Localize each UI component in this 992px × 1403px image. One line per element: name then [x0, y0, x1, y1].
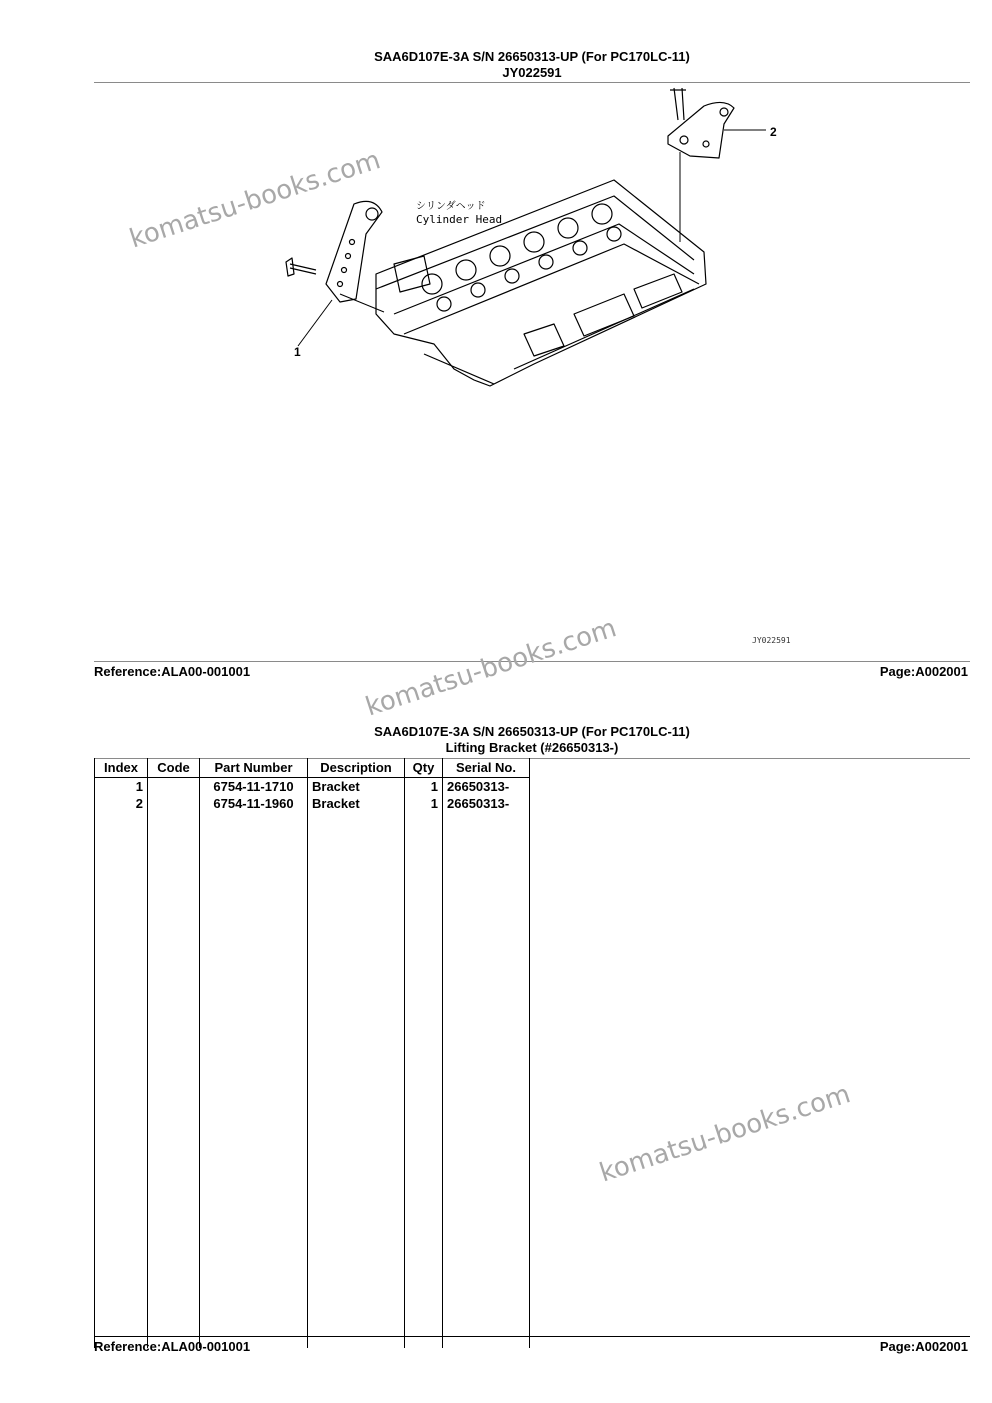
table-row [95, 795, 971, 812]
page2-header-subtitle: Lifting Bracket (#26650313-) [445, 740, 619, 755]
row-qty: 1 [405, 795, 443, 812]
col-code: Code [148, 758, 200, 778]
page1-page-number: Page:A002001 [879, 664, 968, 679]
col-serial: Serial No. [443, 758, 530, 778]
parts-table [94, 758, 970, 1348]
row-qty: 1 [405, 778, 443, 796]
cylinder-head-jp-label: シリンダヘッド [416, 201, 486, 212]
row-description: Bracket [308, 778, 405, 796]
page1-header-title: SAA6D107E-3A S/N 26650313-UP (For PC170LC-11) [374, 49, 690, 64]
exploded-view-drawing [94, 84, 970, 656]
page1-reference: Reference:ALA00-001001 [94, 664, 251, 679]
row-code [148, 778, 200, 796]
cylinder-head-en-label: Cylinder Head [416, 213, 503, 226]
page2-footer-rule [94, 1336, 970, 1337]
col-qty: Qty [405, 758, 443, 778]
col-blank [530, 758, 971, 778]
drawing-code-stamp: JY022591 [752, 636, 791, 645]
page2-reference: Reference:ALA00-001001 [94, 1339, 251, 1354]
row-description: Bracket [308, 795, 405, 812]
table-row [95, 778, 971, 796]
watermark-2: komatsu-books.com [362, 613, 621, 723]
parts-table-header [95, 758, 971, 778]
row-index: 2 [95, 795, 148, 812]
row-serial: 26650313- [443, 778, 530, 796]
bracket-1-shape [326, 201, 382, 302]
watermark-3: komatsu-books.com [596, 1079, 855, 1189]
page1-drawing-number: JY022591 [502, 65, 562, 80]
watermark-1: komatsu-books.com [126, 145, 385, 255]
row-part-number: 6754-11-1710 [200, 778, 308, 796]
row-code [148, 795, 200, 812]
row-serial: 26650313- [443, 795, 530, 812]
page2-header-title: SAA6D107E-3A S/N 26650313-UP (For PC170LC-11) [374, 724, 690, 739]
col-index: Index [95, 758, 148, 778]
col-description: Description [308, 758, 405, 778]
row-part-number: 6754-11-1960 [200, 795, 308, 812]
callout-1: 1 [294, 345, 301, 359]
page1-header-rule [94, 82, 970, 83]
row-index: 1 [95, 778, 148, 796]
callout-2: 2 [770, 125, 777, 139]
col-part-number: Part Number [200, 758, 308, 778]
page2-page-number: Page:A002001 [879, 1339, 968, 1354]
